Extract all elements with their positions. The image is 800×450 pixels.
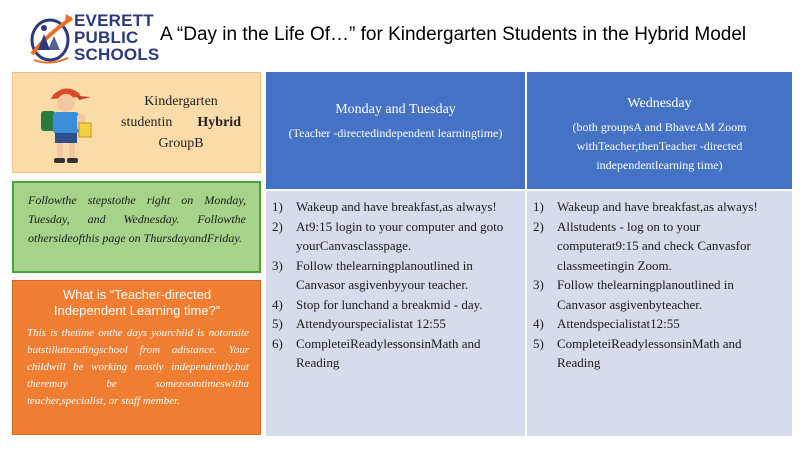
list-item: [272, 334, 515, 373]
list-item: [533, 334, 782, 373]
list-item: [272, 217, 515, 256]
school-logo-icon: [28, 10, 74, 66]
step-number: 6): [272, 335, 283, 351]
student-label-line-2b: Hybrid: [197, 115, 241, 130]
wednesday-day: Wednesday: [627, 96, 692, 111]
step-text: Follow thelearningplanoutlined in Canvasor asgivenbyteacher.: [557, 277, 734, 312]
step-text: CompleteiReadylessonsinMath and Reading: [296, 335, 481, 370]
step-text: Stop for lunchand a breakmid - day.: [296, 296, 483, 312]
step-number: 4): [272, 296, 283, 312]
monday-tuesday-note: (Teacher -directedindependent learningtime): [288, 126, 503, 140]
step-number: 3): [533, 277, 544, 292]
monday-tuesday-header: [266, 72, 525, 189]
student-group-box: [12, 72, 261, 173]
list-item: [533, 217, 782, 276]
list-item: [272, 295, 515, 315]
step-number: 2): [533, 218, 544, 234]
logo-line-2: PUBLIC: [74, 28, 139, 47]
list-item: [533, 197, 782, 217]
teacher-directed-title: [21, 287, 253, 319]
step-number: 2): [272, 218, 283, 234]
page-title: A “Day in the Life Of…” for Kindergarten Students in the Hybrid Model: [160, 24, 747, 45]
teacher-directed-description: This is thetime onthe days yourchild is notonsite butstillattendingschool from adistance. Your childwill be working mostly independently,but theremay be somezoomtimeswitha teacher,specialist, or staff member.: [27, 327, 249, 407]
teacher-directed-title-line-2: Independent Learning time?”: [53, 303, 221, 318]
list-item: [533, 314, 782, 334]
instructions-box: [12, 181, 261, 273]
step-text: Wakeup and have breakfast,as always!: [557, 199, 758, 214]
wednesday-note: (both groupsA and BhaveAM Zoom withTeacher,thenTeacher -directed independentlearning time): [572, 120, 747, 172]
step-text: Wakeup and have breakfast,as always!: [296, 199, 497, 214]
list-item: [533, 275, 782, 314]
student-label-line-2a: studentin: [121, 115, 173, 130]
step-number: 5): [533, 335, 544, 351]
step-text: Attendspecialistat12:55: [557, 316, 680, 331]
logo-line-1: EVERETT: [74, 11, 154, 30]
step-text: At9:15 login to your computer and goto yourCanvasclasspage.: [296, 218, 504, 253]
list-item: [272, 197, 515, 217]
student-label-line-3: GroupB: [158, 136, 204, 151]
step-text: Attendyourspecialistat 12:55: [296, 316, 446, 331]
monday-tuesday-steps: [266, 191, 525, 436]
step-number: 5): [272, 316, 283, 331]
step-text: Follow thelearningplanoutlined in Canvasor asgivenbyyour teacher.: [296, 257, 473, 292]
student-group-label: [111, 91, 251, 154]
list-item: [272, 256, 515, 295]
step-number: 4): [533, 316, 544, 331]
step-number: 1): [272, 199, 283, 214]
step-number: 1): [533, 199, 544, 214]
district-logo: [28, 10, 163, 68]
student-backpack-icon: [33, 81, 103, 167]
list-item: [272, 314, 515, 334]
step-number: 3): [272, 257, 283, 273]
step-text: CompleteiReadylessonsinMath and Reading: [557, 335, 742, 370]
logo-line-3: SCHOOLS: [74, 45, 160, 64]
schedule-table: [266, 72, 792, 436]
instructions-text: Followthe stepstothe right on Monday, Tuesday, and Wednesday. Followthe othersideofthis page on ThursdayandFriday.: [28, 193, 246, 245]
step-text: Allstudents - log on to your computerat9:15 and check Canvasfor classmeetingin Zoom.: [557, 218, 751, 273]
wednesday-steps: [527, 191, 792, 436]
monday-tuesday-day: Monday and Tuesday: [335, 102, 456, 117]
student-label-line-1: Kindergarten: [144, 94, 218, 109]
teacher-directed-info-box: [12, 280, 261, 435]
teacher-directed-title-line-1: What is “Teacher-directed: [62, 287, 212, 302]
wednesday-header: [527, 72, 792, 189]
